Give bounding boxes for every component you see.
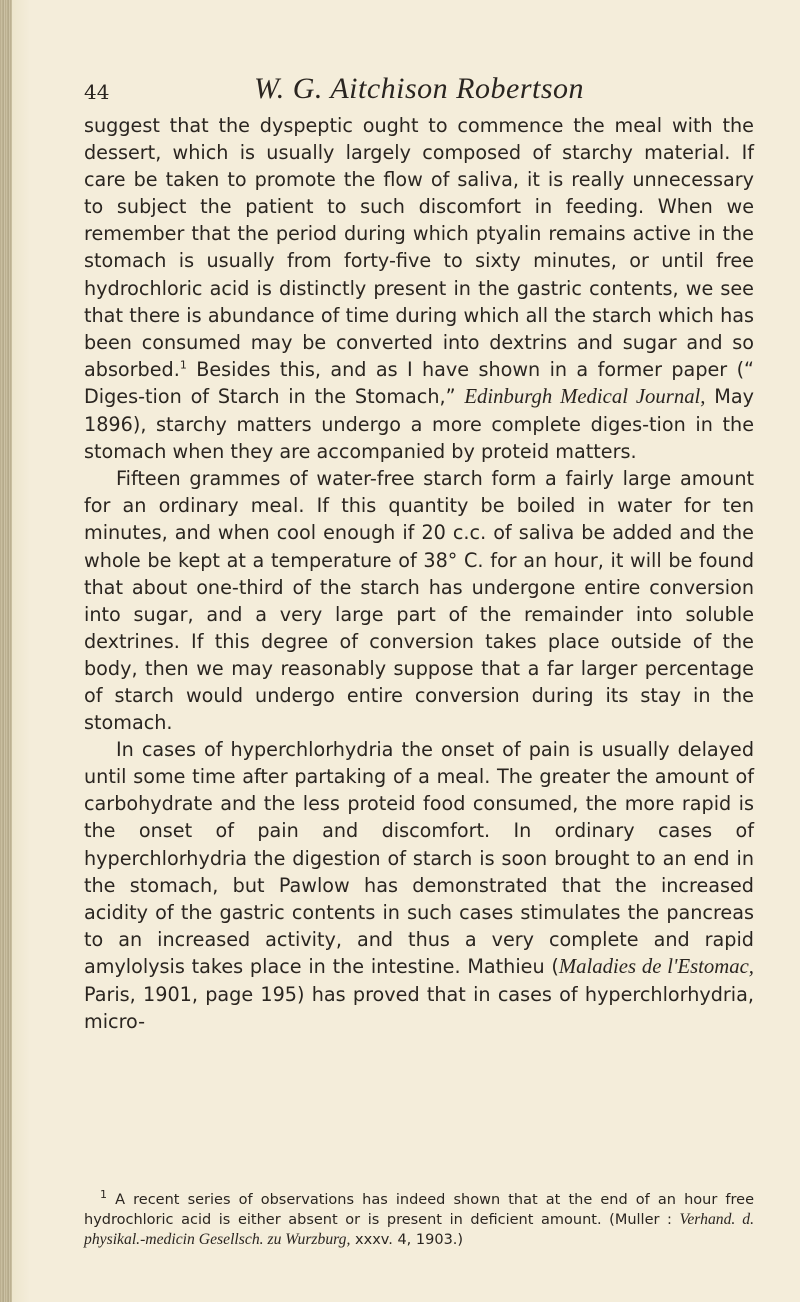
page-binding-edge [0, 0, 12, 1302]
text-run: Fifteen grammes of water-free starch form a fairly large amount for an ordinary meal. If this quantity be boiled in water for ten minutes, and when cool enough if 20 c.c. of saliva be added and the whole be kept at a temperature of 38° C. for an hour, it will be found that about one-third of the starch has undergone entire conversion into sugar, and a very large part of the remainder into soluble dextrines. If this degree of conversion takes place outside of the body, then we may reasonably suppose that a far larger percentage of starch would undergo entire conversion during its stay in the stomach. [84, 467, 754, 735]
text-run: Paris, 1901, page 195) has proved that in cases of hyperchlorhydria, micro- [84, 983, 754, 1034]
running-head: W. G. Aitchison Robertson [254, 72, 585, 105]
italic-citation: Verhand. d. physikal.-medicin Gesellsch. zu Wurzburg, [84, 1211, 754, 1248]
paragraph [84, 736, 754, 1035]
body-text [84, 112, 754, 1035]
footnote [84, 1190, 754, 1250]
text-run: suggest that the dyspeptic ought to commence the meal with the dessert, which is usually largely composed of starchy material. If care be taken to promote the flow of saliva, it is really unnecessary to subject the patient to such discomfort in feeding. When we remember that the period during which ptyalin remains active in the stomach is usually from forty-five to sixty minutes, or until free hydrochloric acid is distinctly present in the gastric contents, we see that there is abundance of time during which all the starch which has been consumed may be converted into dextrins and sugar and so absorbed. [84, 114, 754, 381]
paragraph [84, 465, 754, 736]
paragraph [84, 112, 754, 465]
text-run: Besides this, and as I have shown in a former paper (“ Diges-tion of Starch in the Stomach,” [84, 357, 754, 408]
footnote-marker: 1 [179, 358, 187, 372]
page-header [84, 72, 752, 112]
italic-citation: Edinburgh Medical Journal, [464, 385, 706, 408]
text-run: A recent series of observations has indeed shown that at the end of an hour free hydrochloric acid is either absent or is present in deficient amount. (Muller : [84, 1192, 754, 1228]
italic-citation: Maladies de l'Estomac, [558, 955, 754, 978]
text-run: xxxv. 4, 1903.) [350, 1232, 464, 1248]
text-run: In cases of hyperchlorhydria the onset of pain is usually delayed until some time after partaking of a meal. The greater the amount of carbohydrate and the less proteid food consumed, the more rapid is the onset of pain and discomfort. In ordinary cases of hyperchlorhydria the digestion of starch is soon brought to an end in the stomach, but Pawlow has demonstrated that the increased acidity of the gastric contents in such cases stimulates the pancreas to an increased activity, and thus a very complete and rapid amylolysis takes place in the intestine. Mathieu ( [84, 738, 754, 978]
footnotes [84, 1190, 754, 1250]
text-run: May 1896), starchy matters undergo a more complete diges-tion in the stomach when they are accompanied by proteid matters. [84, 384, 754, 464]
footnote-marker: 1 [100, 1188, 107, 1202]
page-number: 44 [84, 80, 110, 104]
